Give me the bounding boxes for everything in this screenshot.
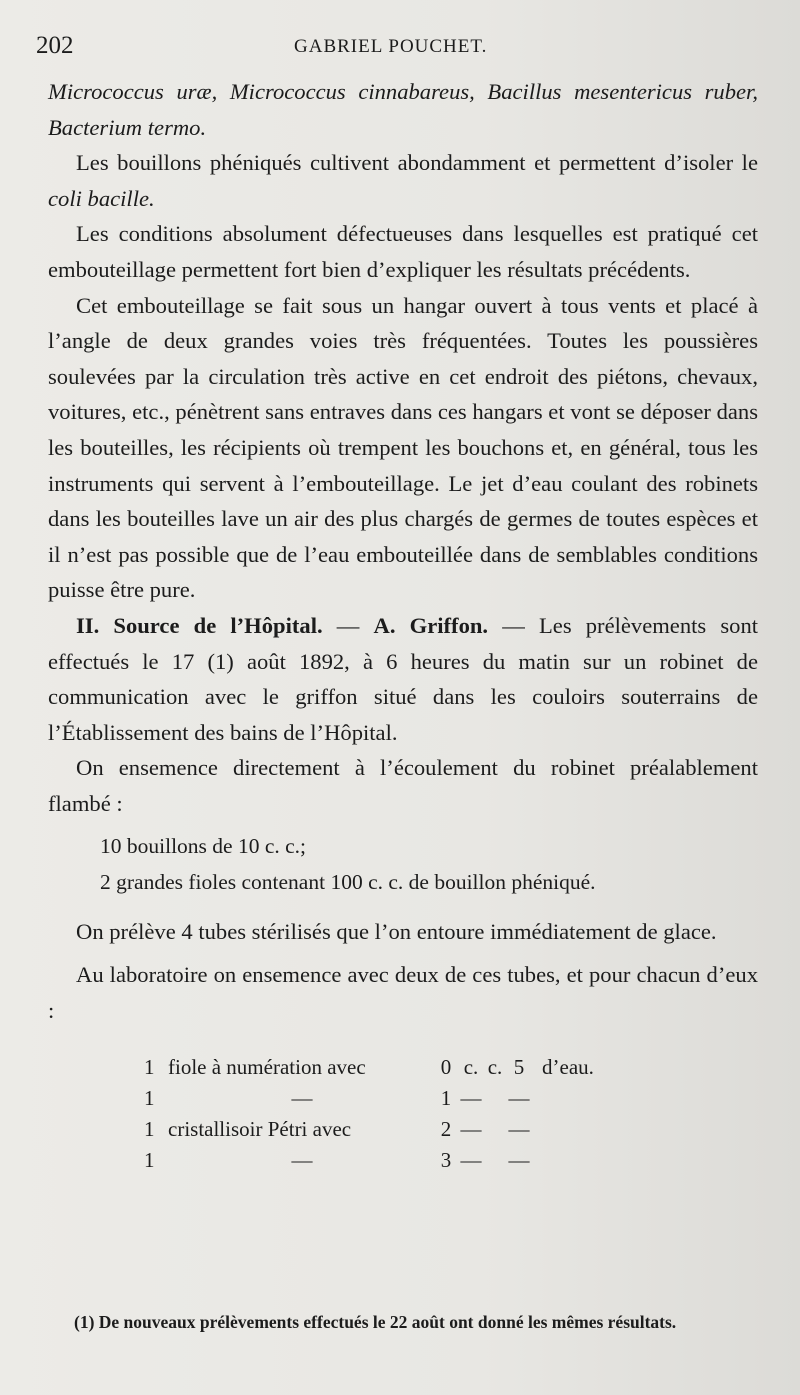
table-row bbox=[144, 1114, 594, 1145]
section-heading: II. Source de l’Hôpital. bbox=[76, 612, 323, 638]
row-unit bbox=[486, 1114, 504, 1145]
row-unit: c. bbox=[487, 1055, 503, 1080]
list-item: 2 grandes fioles contenant 100 c. c. de bouillon phéniqué. bbox=[100, 870, 596, 895]
culture-list bbox=[48, 828, 758, 900]
table-row bbox=[144, 1052, 594, 1083]
paragraph-laboratory: Au laboratoire on ensemence avec deux de ces tubes, et pour chacun d’eux : bbox=[48, 962, 758, 1023]
row-suffix: d’eau. bbox=[542, 1055, 594, 1080]
running-head bbox=[36, 30, 760, 70]
text-span: Les bouillons phéniqués cultivent abondamment et permettent d’isoler le bbox=[76, 150, 758, 176]
row-fraction: — bbox=[508, 1086, 530, 1111]
row-label: cristallisoir Pétri avec bbox=[168, 1117, 352, 1142]
page-number: 202 bbox=[36, 32, 74, 59]
row-unit bbox=[486, 1083, 504, 1114]
dash-separator: — bbox=[322, 612, 374, 638]
row-value: 3 bbox=[440, 1148, 452, 1173]
row-suffix bbox=[534, 1083, 594, 1114]
row-unit: c. bbox=[463, 1055, 479, 1080]
row-label: — bbox=[291, 1148, 313, 1173]
row-suffix bbox=[534, 1145, 594, 1176]
text-span: Les prélèvements sont effectués le 17 (1) août 1892, à 6 heures du matin sur un robinet de communication avec le griffon situé dans les couloirs souterrains de l’Établissement des bains de l’Hôpital. bbox=[48, 612, 759, 745]
row-unit: — bbox=[460, 1117, 482, 1142]
row-label: — bbox=[291, 1086, 313, 1111]
paragraph-tubes: On prélève 4 tubes stérilisés que l’on entoure immédiatement de glace. bbox=[76, 919, 717, 945]
row-count: 1 bbox=[144, 1148, 155, 1173]
row-value: 2 bbox=[440, 1117, 452, 1142]
numeration-table bbox=[144, 1052, 594, 1176]
paragraph-bottling: Cet embouteillage se fait sous un hangar ouvert à tous vents et placé à l’angle de deux grandes voies très fréquentées. Toutes les poussières soulevées par la circulation très active en cet endroit des piétons, chevaux, voitures, etc., pénètrent sans entraves dans ces hangars et vont se déposer dans les bouteilles, les récipients où trempent les bouchons et, en général, tous les instruments qui servent à l’embouteillage. Le jet d’eau coulant des robinets dans les bouteilles lave un air des plus chargés de germes de toutes espèces et il n’est pas possible que de l’eau embouteillée dans de semblables conditions puisse être pure. bbox=[48, 292, 758, 603]
row-fraction: — bbox=[508, 1117, 530, 1142]
row-fraction: — bbox=[508, 1148, 530, 1173]
row-value: 0 bbox=[440, 1055, 452, 1080]
dash-separator: — bbox=[488, 612, 539, 638]
row-value: 1 bbox=[440, 1086, 452, 1111]
row-count: 1 bbox=[144, 1055, 155, 1080]
row-unit: — bbox=[460, 1148, 482, 1173]
table-row bbox=[144, 1145, 594, 1176]
coli-bacille-term: coli bacille. bbox=[48, 185, 155, 211]
row-unit bbox=[486, 1145, 504, 1176]
row-unit: — bbox=[460, 1086, 482, 1111]
body-text bbox=[48, 74, 758, 1176]
row-count: 1 bbox=[144, 1117, 155, 1142]
paragraph-source-hopital bbox=[48, 608, 758, 750]
row-label: fiole à numération avec bbox=[168, 1055, 366, 1080]
row-count: 1 bbox=[144, 1086, 155, 1111]
footnote bbox=[48, 1310, 763, 1335]
paragraph-conditions: Les conditions absolument défectueuses dans lesquelles est pratiqué cet embouteillage permettent fort bien d’expliquer les résultats précédents. bbox=[48, 221, 758, 282]
running-title: GABRIEL POUCHET. bbox=[294, 36, 488, 57]
row-fraction: 5 bbox=[513, 1055, 525, 1080]
paragraph-ensemence: On ensemence directement à l’écoulement du robinet préalablement flambé : bbox=[48, 755, 758, 816]
subsection-heading: A. Griffon. bbox=[373, 612, 489, 638]
list-item: 10 bouillons de 10 c. c.; bbox=[100, 834, 307, 859]
table-row bbox=[144, 1083, 594, 1114]
footnote-text: (1) De nouveaux prélèvements effectués le 22 août ont donné les mêmes résultats. bbox=[74, 1312, 677, 1332]
paragraph-phenol-broths bbox=[48, 145, 758, 216]
paragraph-species-list bbox=[48, 74, 758, 145]
species-list: Micrococcus uræ, Micrococcus cinnabareus, Bacillus mesentericus ruber, Bacterium termo. bbox=[48, 79, 758, 140]
row-suffix bbox=[534, 1114, 594, 1145]
